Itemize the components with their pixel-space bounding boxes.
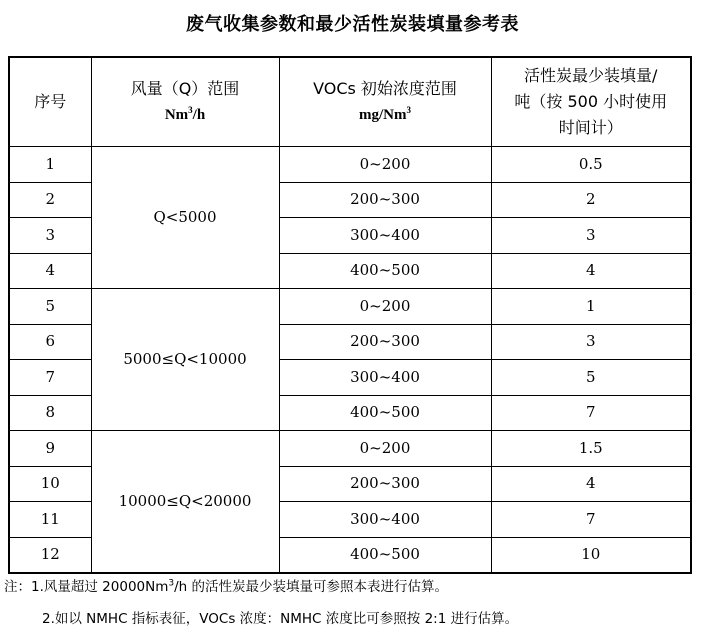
cell-voc: 200~300 — [279, 182, 491, 218]
cell-seq: 2 — [9, 182, 91, 218]
table-row — [9, 147, 691, 183]
table-row — [9, 431, 691, 467]
note-1: 注：1.风量超过 20000Nm$^3$/h 的活性炭最少装填量可参照本表进行估算。 — [4, 578, 449, 595]
cell-voc: 400~500 — [279, 395, 491, 431]
cell-seq: 10 — [9, 466, 91, 502]
cell-carbon: 2 — [491, 182, 691, 218]
cell-carbon: 3 — [491, 324, 691, 360]
cell-seq: 11 — [9, 502, 91, 538]
cell-voc: 300~400 — [279, 218, 491, 254]
cell-seq: 4 — [9, 253, 91, 289]
header-voc — [279, 57, 491, 147]
reference-table — [8, 56, 692, 574]
cell-flow-range: Q<5000 — [91, 147, 279, 289]
header-voc-label: VOCs 初始浓度范围 — [313, 79, 457, 98]
table-row — [9, 289, 691, 325]
header-carbon-line2: 吨（按 500 小时使用 — [514, 92, 668, 111]
cell-voc: 300~400 — [279, 360, 491, 396]
header-voc-unit: mg/Nm$^3$ — [359, 105, 411, 123]
cell-voc: 300~400 — [279, 502, 491, 538]
cell-voc: 200~300 — [279, 324, 491, 360]
header-flow — [91, 57, 279, 147]
cell-seq: 8 — [9, 395, 91, 431]
header-flow-label: 风量（Q）范围 — [130, 79, 240, 98]
cell-flow-range: 10000≤Q<20000 — [91, 431, 279, 574]
cell-carbon: 1.5 — [491, 431, 691, 467]
cell-voc: 0~200 — [279, 147, 491, 183]
header-carbon-line3: 时间计） — [558, 118, 623, 137]
table-notes — [4, 577, 704, 629]
cell-carbon: 10 — [491, 537, 691, 573]
cell-voc: 0~200 — [279, 289, 491, 325]
header-flow-unit: Nm$^3$/h — [164, 105, 206, 123]
cell-carbon: 7 — [491, 395, 691, 431]
cell-carbon: 7 — [491, 502, 691, 538]
cell-voc: 400~500 — [279, 253, 491, 289]
note-2: 2.如以 NMHC 指标表征，VOCs 浓度：NMHC 浓度比可参照按 2:1 进行估算。 — [42, 611, 519, 627]
header-row — [9, 57, 691, 147]
cell-voc: 200~300 — [279, 466, 491, 502]
cell-seq: 7 — [9, 360, 91, 396]
cell-seq: 12 — [9, 537, 91, 573]
cell-seq: 9 — [9, 431, 91, 467]
cell-seq: 6 — [9, 324, 91, 360]
header-seq — [9, 57, 91, 147]
header-seq-label: 序号 — [34, 92, 67, 111]
cell-carbon: 3 — [491, 218, 691, 254]
cell-carbon: 0.5 — [491, 147, 691, 183]
cell-voc: 0~200 — [279, 431, 491, 467]
cell-seq: 5 — [9, 289, 91, 325]
cell-voc: 400~500 — [279, 537, 491, 573]
cell-carbon: 5 — [491, 360, 691, 396]
table-title: 废气收集参数和最少活性炭装填量参考表 — [186, 14, 519, 35]
cell-carbon: 4 — [491, 253, 691, 289]
cell-seq: 1 — [9, 147, 91, 183]
cell-flow-range: 5000≤Q<10000 — [91, 289, 279, 431]
cell-carbon: 4 — [491, 466, 691, 502]
cell-carbon: 1 — [491, 289, 691, 325]
cell-seq: 3 — [9, 218, 91, 254]
header-carbon-line1: 活性炭最少装填量/ — [524, 66, 658, 85]
header-carbon — [491, 57, 691, 147]
